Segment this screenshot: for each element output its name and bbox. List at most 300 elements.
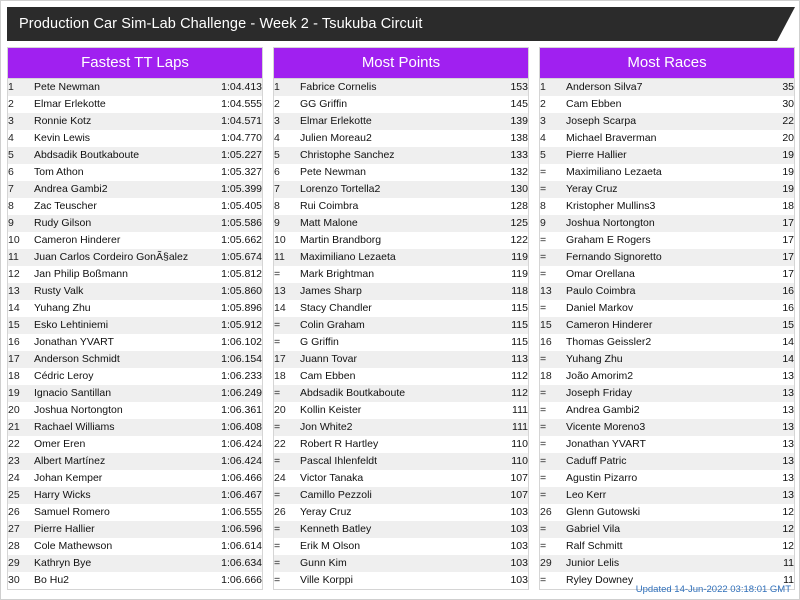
table-row bbox=[540, 181, 794, 198]
table-row bbox=[540, 130, 794, 147]
row-position: = bbox=[540, 181, 566, 198]
row-value: 103 bbox=[494, 555, 528, 572]
row-position: = bbox=[274, 334, 300, 351]
row-position: = bbox=[274, 572, 300, 589]
row-position: 6 bbox=[8, 164, 34, 181]
row-driver-name: Fabrice Cornelis bbox=[300, 79, 494, 96]
row-value: 1:05.912 bbox=[206, 317, 262, 334]
row-position: 18 bbox=[540, 368, 566, 385]
row-driver-name: Rui Coimbra bbox=[300, 198, 494, 215]
row-position: 9 bbox=[274, 215, 300, 232]
row-driver-name: Paulo Coimbra bbox=[566, 283, 760, 300]
row-driver-name: Ronnie Kotz bbox=[34, 113, 206, 130]
row-position: = bbox=[540, 453, 566, 470]
table-row bbox=[540, 351, 794, 368]
row-position: 20 bbox=[274, 402, 300, 419]
row-driver-name: Anderson Schmidt bbox=[34, 351, 206, 368]
row-value: 111 bbox=[494, 402, 528, 419]
table-row bbox=[274, 79, 528, 96]
row-driver-name: Joshua Nortongton bbox=[566, 215, 760, 232]
row-value: 13 bbox=[760, 436, 794, 453]
row-value: 15 bbox=[760, 317, 794, 334]
row-driver-name: Elmar Erlekotte bbox=[34, 96, 206, 113]
page-title: Production Car Sim-Lab Challenge - Week 2 - Tsukuba Circuit bbox=[7, 7, 777, 41]
row-value: 14 bbox=[760, 334, 794, 351]
row-position: = bbox=[540, 572, 566, 589]
row-position: = bbox=[540, 419, 566, 436]
row-value: 18 bbox=[760, 198, 794, 215]
row-value: 16 bbox=[760, 300, 794, 317]
row-value: 130 bbox=[494, 181, 528, 198]
table-row bbox=[540, 96, 794, 113]
row-position: 24 bbox=[274, 470, 300, 487]
row-value: 139 bbox=[494, 113, 528, 130]
row-value: 1:05.674 bbox=[206, 249, 262, 266]
row-driver-name: Kollin Keister bbox=[300, 402, 494, 419]
row-value: 1:06.555 bbox=[206, 504, 262, 521]
row-value: 1:05.586 bbox=[206, 215, 262, 232]
row-driver-name: Bo Hu2 bbox=[34, 572, 206, 589]
table-row bbox=[274, 96, 528, 113]
table-row bbox=[540, 555, 794, 572]
row-value: 30 bbox=[760, 96, 794, 113]
row-position: = bbox=[274, 266, 300, 283]
row-value: 19 bbox=[760, 181, 794, 198]
row-position: 3 bbox=[274, 113, 300, 130]
row-position: = bbox=[540, 164, 566, 181]
table-row bbox=[540, 538, 794, 555]
row-driver-name: Victor Tanaka bbox=[300, 470, 494, 487]
row-position: 1 bbox=[540, 79, 566, 96]
row-position: 5 bbox=[540, 147, 566, 164]
row-position: 30 bbox=[8, 572, 34, 589]
row-driver-name: Martin Brandborg bbox=[300, 232, 494, 249]
row-position: = bbox=[540, 266, 566, 283]
row-value: 1:04.770 bbox=[206, 130, 262, 147]
row-driver-name: Matt Malone bbox=[300, 215, 494, 232]
table-row bbox=[274, 181, 528, 198]
row-driver-name: Zac Teuscher bbox=[34, 198, 206, 215]
title-banner bbox=[7, 7, 795, 41]
row-value: 112 bbox=[494, 368, 528, 385]
row-position: 4 bbox=[274, 130, 300, 147]
table-row bbox=[8, 555, 262, 572]
table-row bbox=[540, 113, 794, 130]
row-position: 6 bbox=[274, 164, 300, 181]
row-position: = bbox=[540, 249, 566, 266]
column-title: Most Points bbox=[274, 48, 528, 79]
banner-notch bbox=[777, 7, 795, 41]
row-value: 1:06.466 bbox=[206, 470, 262, 487]
row-value: 132 bbox=[494, 164, 528, 181]
row-position: 17 bbox=[8, 351, 34, 368]
table-row bbox=[274, 147, 528, 164]
row-value: 1:05.399 bbox=[206, 181, 262, 198]
table-row bbox=[8, 453, 262, 470]
row-value: 19 bbox=[760, 147, 794, 164]
row-position: 8 bbox=[274, 198, 300, 215]
table-row bbox=[8, 96, 262, 113]
row-position: 11 bbox=[274, 249, 300, 266]
row-driver-name: Joseph Friday bbox=[566, 385, 760, 402]
row-position: 11 bbox=[8, 249, 34, 266]
row-position: 10 bbox=[8, 232, 34, 249]
row-value: 110 bbox=[494, 436, 528, 453]
row-value: 11 bbox=[760, 572, 794, 589]
row-value: 113 bbox=[494, 351, 528, 368]
table-row bbox=[274, 521, 528, 538]
row-position: 15 bbox=[540, 317, 566, 334]
table-row bbox=[8, 198, 262, 215]
row-position: 2 bbox=[540, 96, 566, 113]
row-position: 1 bbox=[8, 79, 34, 96]
row-position: 18 bbox=[8, 368, 34, 385]
table-row bbox=[8, 351, 262, 368]
row-value: 1:06.361 bbox=[206, 402, 262, 419]
row-position: 12 bbox=[8, 266, 34, 283]
table-row bbox=[8, 79, 262, 96]
row-driver-name: Omer Eren bbox=[34, 436, 206, 453]
table-row bbox=[8, 147, 262, 164]
table-row bbox=[274, 198, 528, 215]
table-row bbox=[8, 334, 262, 351]
table-row bbox=[540, 487, 794, 504]
column-most-points bbox=[273, 47, 529, 590]
row-driver-name: Graham E Rogers bbox=[566, 232, 760, 249]
table-row bbox=[540, 453, 794, 470]
row-value: 133 bbox=[494, 147, 528, 164]
row-value: 13 bbox=[760, 453, 794, 470]
row-value: 13 bbox=[760, 402, 794, 419]
row-driver-name: Mark Brightman bbox=[300, 266, 494, 283]
row-position: 14 bbox=[8, 300, 34, 317]
row-driver-name: Fernando Signoretto bbox=[566, 249, 760, 266]
table-row bbox=[540, 164, 794, 181]
row-position: 16 bbox=[8, 334, 34, 351]
table-row bbox=[274, 453, 528, 470]
row-position: 2 bbox=[8, 96, 34, 113]
row-driver-name: Kevin Lewis bbox=[34, 130, 206, 147]
column-title: Fastest TT Laps bbox=[8, 48, 262, 79]
row-value: 1:06.408 bbox=[206, 419, 262, 436]
table-row bbox=[8, 470, 262, 487]
row-position: 8 bbox=[8, 198, 34, 215]
row-value: 13 bbox=[760, 385, 794, 402]
row-value: 19 bbox=[760, 164, 794, 181]
table-row bbox=[540, 470, 794, 487]
row-driver-name: Cole Mathewson bbox=[34, 538, 206, 555]
table-row bbox=[540, 436, 794, 453]
row-position: 3 bbox=[8, 113, 34, 130]
row-driver-name: Yeray Cruz bbox=[566, 181, 760, 198]
row-driver-name: Joseph Scarpa bbox=[566, 113, 760, 130]
row-position: 5 bbox=[274, 147, 300, 164]
table-row bbox=[540, 521, 794, 538]
row-value: 35 bbox=[760, 79, 794, 96]
table-row bbox=[540, 368, 794, 385]
table-row bbox=[8, 215, 262, 232]
row-value: 1:06.596 bbox=[206, 521, 262, 538]
table-row bbox=[274, 487, 528, 504]
row-value: 12 bbox=[760, 504, 794, 521]
row-position: = bbox=[274, 453, 300, 470]
leaderboard-table-most-races bbox=[540, 79, 794, 589]
row-position: = bbox=[540, 436, 566, 453]
row-value: 12 bbox=[760, 538, 794, 555]
table-row bbox=[274, 317, 528, 334]
table-row bbox=[540, 147, 794, 164]
row-driver-name: Junior Lelis bbox=[566, 555, 760, 572]
row-value: 13 bbox=[760, 470, 794, 487]
row-position: 9 bbox=[540, 215, 566, 232]
row-position: 4 bbox=[540, 130, 566, 147]
table-row bbox=[8, 419, 262, 436]
table-row bbox=[274, 368, 528, 385]
row-value: 1:05.812 bbox=[206, 266, 262, 283]
row-position: 13 bbox=[274, 283, 300, 300]
row-position: = bbox=[274, 555, 300, 572]
row-position: = bbox=[274, 317, 300, 334]
row-driver-name: Esko Lehtiniemi bbox=[34, 317, 206, 334]
row-driver-name: Kristopher Mullins3 bbox=[566, 198, 760, 215]
table-row bbox=[274, 572, 528, 589]
row-position: = bbox=[540, 232, 566, 249]
row-position: = bbox=[540, 402, 566, 419]
row-driver-name: Johan Kemper bbox=[34, 470, 206, 487]
row-driver-name: Lorenzo Tortella2 bbox=[300, 181, 494, 198]
row-driver-name: Omar Orellana bbox=[566, 266, 760, 283]
row-value: 107 bbox=[494, 487, 528, 504]
row-value: 1:05.227 bbox=[206, 147, 262, 164]
row-value: 17 bbox=[760, 266, 794, 283]
row-value: 103 bbox=[494, 572, 528, 589]
row-driver-name: Rusty Valk bbox=[34, 283, 206, 300]
row-value: 17 bbox=[760, 249, 794, 266]
updated-timestamp: Updated 14-Jun-2022 03:18:01 GMT bbox=[635, 584, 791, 595]
row-position: 5 bbox=[8, 147, 34, 164]
row-position: 26 bbox=[540, 504, 566, 521]
row-value: 1:06.634 bbox=[206, 555, 262, 572]
row-driver-name: Stacy Chandler bbox=[300, 300, 494, 317]
table-row bbox=[540, 385, 794, 402]
row-position: 27 bbox=[8, 521, 34, 538]
row-position: 17 bbox=[274, 351, 300, 368]
row-driver-name: Robert R Hartley bbox=[300, 436, 494, 453]
table-row bbox=[274, 419, 528, 436]
row-position: 10 bbox=[274, 232, 300, 249]
row-driver-name: Yeray Cruz bbox=[300, 504, 494, 521]
row-position: 7 bbox=[274, 181, 300, 198]
row-value: 12 bbox=[760, 521, 794, 538]
row-driver-name: Elmar Erlekotte bbox=[300, 113, 494, 130]
row-driver-name: Albert Martínez bbox=[34, 453, 206, 470]
row-position: 21 bbox=[8, 419, 34, 436]
table-row bbox=[540, 504, 794, 521]
row-driver-name: Harry Wicks bbox=[34, 487, 206, 504]
table-row bbox=[540, 266, 794, 283]
row-position: 15 bbox=[8, 317, 34, 334]
row-value: 112 bbox=[494, 385, 528, 402]
table-row bbox=[274, 504, 528, 521]
row-driver-name: Pascal Ihlenfeldt bbox=[300, 453, 494, 470]
table-row bbox=[8, 249, 262, 266]
row-driver-name: Daniel Markov bbox=[566, 300, 760, 317]
row-driver-name: Caduff Patric bbox=[566, 453, 760, 470]
table-row bbox=[274, 215, 528, 232]
row-driver-name: Glenn Gutowski bbox=[566, 504, 760, 521]
row-driver-name: Jonathan YVART bbox=[34, 334, 206, 351]
column-fastest-tt-laps bbox=[7, 47, 263, 590]
row-position: 7 bbox=[8, 181, 34, 198]
row-position: = bbox=[540, 470, 566, 487]
table-row bbox=[8, 266, 262, 283]
row-driver-name: Colin Graham bbox=[300, 317, 494, 334]
row-value: 22 bbox=[760, 113, 794, 130]
row-position: 18 bbox=[274, 368, 300, 385]
row-driver-name: Pete Newman bbox=[300, 164, 494, 181]
row-position: = bbox=[540, 351, 566, 368]
table-row bbox=[274, 300, 528, 317]
row-driver-name: Jonathan YVART bbox=[566, 436, 760, 453]
leaderboard-columns bbox=[7, 47, 795, 590]
row-value: 1:06.424 bbox=[206, 453, 262, 470]
row-driver-name: Rachael Williams bbox=[34, 419, 206, 436]
table-row bbox=[8, 113, 262, 130]
row-position: 22 bbox=[8, 436, 34, 453]
row-value: 1:05.860 bbox=[206, 283, 262, 300]
row-position: 22 bbox=[274, 436, 300, 453]
row-driver-name: Vicente Moreno3 bbox=[566, 419, 760, 436]
table-row bbox=[8, 572, 262, 589]
row-value: 1:05.662 bbox=[206, 232, 262, 249]
table-row bbox=[540, 232, 794, 249]
row-driver-name: Tom Athon bbox=[34, 164, 206, 181]
table-row bbox=[8, 487, 262, 504]
table-row bbox=[274, 334, 528, 351]
row-value: 16 bbox=[760, 283, 794, 300]
table-row bbox=[274, 351, 528, 368]
row-driver-name: Thomas Geissler2 bbox=[566, 334, 760, 351]
table-row bbox=[540, 419, 794, 436]
row-value: 119 bbox=[494, 249, 528, 266]
row-driver-name: Julien Moreau2 bbox=[300, 130, 494, 147]
row-value: 13 bbox=[760, 368, 794, 385]
row-driver-name: Ryley Downey bbox=[566, 572, 760, 589]
row-position: = bbox=[274, 538, 300, 555]
row-value: 20 bbox=[760, 130, 794, 147]
row-driver-name: Juann Tovar bbox=[300, 351, 494, 368]
row-driver-name: Pierre Hallier bbox=[566, 147, 760, 164]
table-row bbox=[8, 181, 262, 198]
row-value: 115 bbox=[494, 334, 528, 351]
row-position: 19 bbox=[8, 385, 34, 402]
row-position: 4 bbox=[8, 130, 34, 147]
table-row bbox=[274, 113, 528, 130]
table-row bbox=[274, 283, 528, 300]
row-position: 13 bbox=[540, 283, 566, 300]
row-value: 1:05.327 bbox=[206, 164, 262, 181]
row-position: = bbox=[540, 385, 566, 402]
row-driver-name: Kathryn Bye bbox=[34, 555, 206, 572]
row-value: 13 bbox=[760, 419, 794, 436]
table-row bbox=[274, 402, 528, 419]
row-driver-name: Cédric Leroy bbox=[34, 368, 206, 385]
row-position: 26 bbox=[274, 504, 300, 521]
row-value: 153 bbox=[494, 79, 528, 96]
table-row bbox=[8, 164, 262, 181]
column-title: Most Races bbox=[540, 48, 794, 79]
leaderboard-table-most-points bbox=[274, 79, 528, 589]
row-value: 1:04.571 bbox=[206, 113, 262, 130]
row-driver-name: Christophe Sanchez bbox=[300, 147, 494, 164]
row-position: = bbox=[274, 487, 300, 504]
row-value: 1:06.154 bbox=[206, 351, 262, 368]
row-driver-name: Maximiliano Lezaeta bbox=[566, 164, 760, 181]
table-row bbox=[274, 130, 528, 147]
row-driver-name: Agustin Pizarro bbox=[566, 470, 760, 487]
table-row bbox=[8, 317, 262, 334]
row-driver-name: Ralf Schmitt bbox=[566, 538, 760, 555]
row-position: = bbox=[540, 521, 566, 538]
row-driver-name: Cameron Hinderer bbox=[34, 232, 206, 249]
table-row bbox=[8, 130, 262, 147]
row-driver-name: G Griffin bbox=[300, 334, 494, 351]
table-row bbox=[540, 283, 794, 300]
row-driver-name: Andrea Gambi2 bbox=[566, 402, 760, 419]
row-position: 20 bbox=[8, 402, 34, 419]
row-value: 145 bbox=[494, 96, 528, 113]
row-driver-name: Michael Braverman bbox=[566, 130, 760, 147]
row-driver-name: Yuhang Zhu bbox=[566, 351, 760, 368]
row-value: 1:06.424 bbox=[206, 436, 262, 453]
row-position: = bbox=[540, 300, 566, 317]
row-driver-name: GG Griffin bbox=[300, 96, 494, 113]
row-driver-name: Joshua Nortongton bbox=[34, 402, 206, 419]
row-driver-name: Cam Ebben bbox=[566, 96, 760, 113]
row-driver-name: Jan Philip Boßmann bbox=[34, 266, 206, 283]
table-row bbox=[540, 334, 794, 351]
table-row bbox=[540, 79, 794, 96]
table-row bbox=[8, 385, 262, 402]
row-value: 122 bbox=[494, 232, 528, 249]
row-driver-name: Gabriel Vila bbox=[566, 521, 760, 538]
row-position: = bbox=[540, 487, 566, 504]
table-row bbox=[274, 164, 528, 181]
row-position: = bbox=[274, 385, 300, 402]
row-driver-name: João Amorim2 bbox=[566, 368, 760, 385]
row-driver-name: Juan Carlos Cordeiro GonÃ§alez bbox=[34, 249, 206, 266]
row-driver-name: Maximiliano Lezaeta bbox=[300, 249, 494, 266]
row-position: = bbox=[274, 419, 300, 436]
row-position: 13 bbox=[8, 283, 34, 300]
table-row bbox=[8, 538, 262, 555]
row-driver-name: Andrea Gambi2 bbox=[34, 181, 206, 198]
row-position: 26 bbox=[8, 504, 34, 521]
row-driver-name: Ville Korppi bbox=[300, 572, 494, 589]
table-row bbox=[540, 300, 794, 317]
row-value: 1:05.405 bbox=[206, 198, 262, 215]
row-value: 1:05.896 bbox=[206, 300, 262, 317]
row-driver-name: Rudy Gilson bbox=[34, 215, 206, 232]
table-row bbox=[274, 266, 528, 283]
row-value: 111 bbox=[494, 419, 528, 436]
row-driver-name: Abdsadik Boutkaboute bbox=[300, 385, 494, 402]
table-row bbox=[274, 232, 528, 249]
row-value: 110 bbox=[494, 453, 528, 470]
row-position: 14 bbox=[274, 300, 300, 317]
row-driver-name: Kenneth Batley bbox=[300, 521, 494, 538]
row-position: 29 bbox=[8, 555, 34, 572]
